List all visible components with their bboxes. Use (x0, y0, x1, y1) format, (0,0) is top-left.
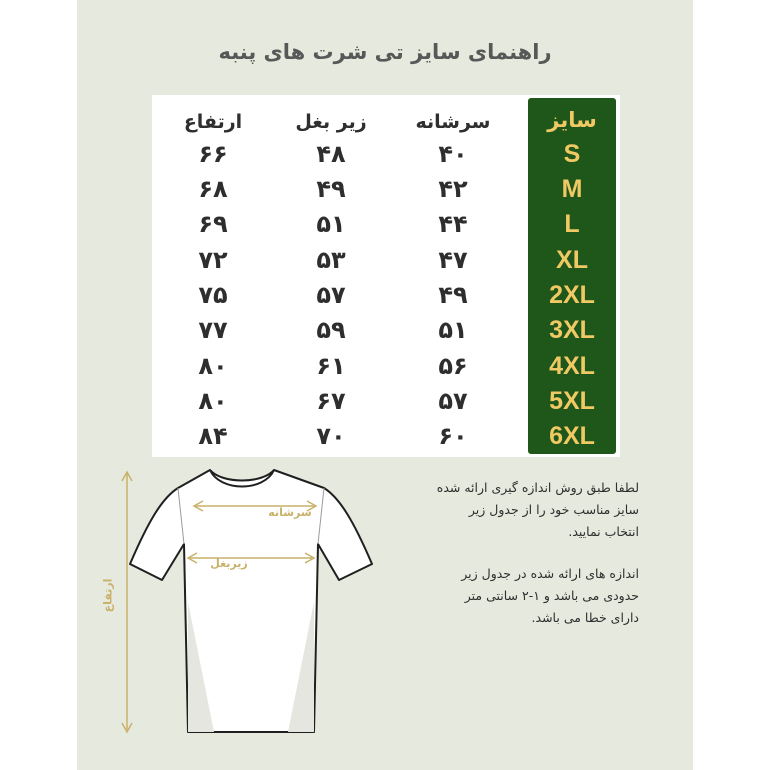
size-cell: 4XL (549, 352, 595, 380)
underarm-cell: ۵۷ (316, 281, 346, 309)
size-cell: 5XL (549, 387, 595, 415)
underarm-cell: ۴۹ (316, 175, 346, 203)
shoulder-cell: ۴۰ (438, 140, 468, 168)
height-cell: ۶۹ (198, 210, 228, 238)
height-cell: ۶۶ (198, 140, 228, 168)
shoulder-header: سرشانه (415, 111, 491, 133)
height-arrow (122, 472, 132, 732)
size-cell: XL (556, 246, 588, 274)
size-cell: M (561, 175, 583, 203)
underarm-cell: ۴۸ (316, 140, 346, 168)
size-cell: 3XL (549, 316, 595, 344)
size-header: سایز (547, 108, 597, 132)
underarm-cell: ۵۱ (316, 210, 346, 238)
height-cell: ۸۰ (198, 352, 228, 380)
measure-note (414, 477, 639, 543)
note-line: انتخاب نمایید. (568, 524, 639, 539)
height-cell: ۶۸ (198, 175, 228, 203)
note-line: دارای خطا می باشد. (531, 610, 639, 625)
shoulder-diagram-label: سرشانه (268, 506, 312, 519)
height-cell: ۷۲ (198, 246, 228, 274)
underarm-cell: ۶۷ (316, 387, 346, 415)
shoulder-cell: ۴۴ (438, 210, 468, 238)
note-line: حدودی می باشد و ۱-۲ سانتی متر (464, 588, 639, 603)
underarm-diagram-label: زیربغل (210, 557, 248, 570)
shoulder-cell: ۴۲ (438, 175, 468, 203)
shoulder-cell: ۵۱ (438, 316, 468, 344)
size-cell: S (563, 140, 581, 168)
underarm-cell: ۷۰ (316, 422, 346, 450)
underarm-cell: ۶۱ (316, 352, 346, 380)
shoulder-cell: ۵۷ (438, 387, 468, 415)
underarm-cell: ۵۳ (316, 246, 346, 274)
note-line: لطفا طبق روش اندازه گیری ارائه شده (436, 480, 639, 495)
underarm-cell: ۵۹ (316, 316, 346, 344)
shoulder-cell: ۵۶ (438, 352, 468, 380)
tshirt-diagram (92, 462, 392, 742)
page-title: راهنمای سایز تی شرت های پنبه (218, 40, 552, 64)
size-cell: 2XL (549, 281, 595, 309)
underarm-header: زیر بغل (295, 111, 367, 133)
size-cell: 6XL (549, 422, 595, 450)
shoulder-cell: ۴۷ (438, 246, 468, 274)
height-cell: ۷۵ (198, 281, 228, 309)
height-header: ارتفاع (183, 111, 243, 133)
shoulder-cell: ۶۰ (438, 422, 468, 450)
height-cell: ۸۴ (198, 422, 228, 450)
height-cell: ۷۷ (198, 316, 228, 344)
shoulder-cell: ۴۹ (438, 281, 468, 309)
note-line: اندازه های ارائه شده در جدول زیر (461, 566, 639, 581)
tolerance-note (414, 563, 639, 629)
size-cell: L (564, 210, 580, 238)
note-line: سایز مناسب خود را از جدول زیر (468, 502, 639, 517)
height-cell: ۸۰ (198, 387, 228, 415)
height-diagram-label: ارتفاع (101, 578, 115, 613)
